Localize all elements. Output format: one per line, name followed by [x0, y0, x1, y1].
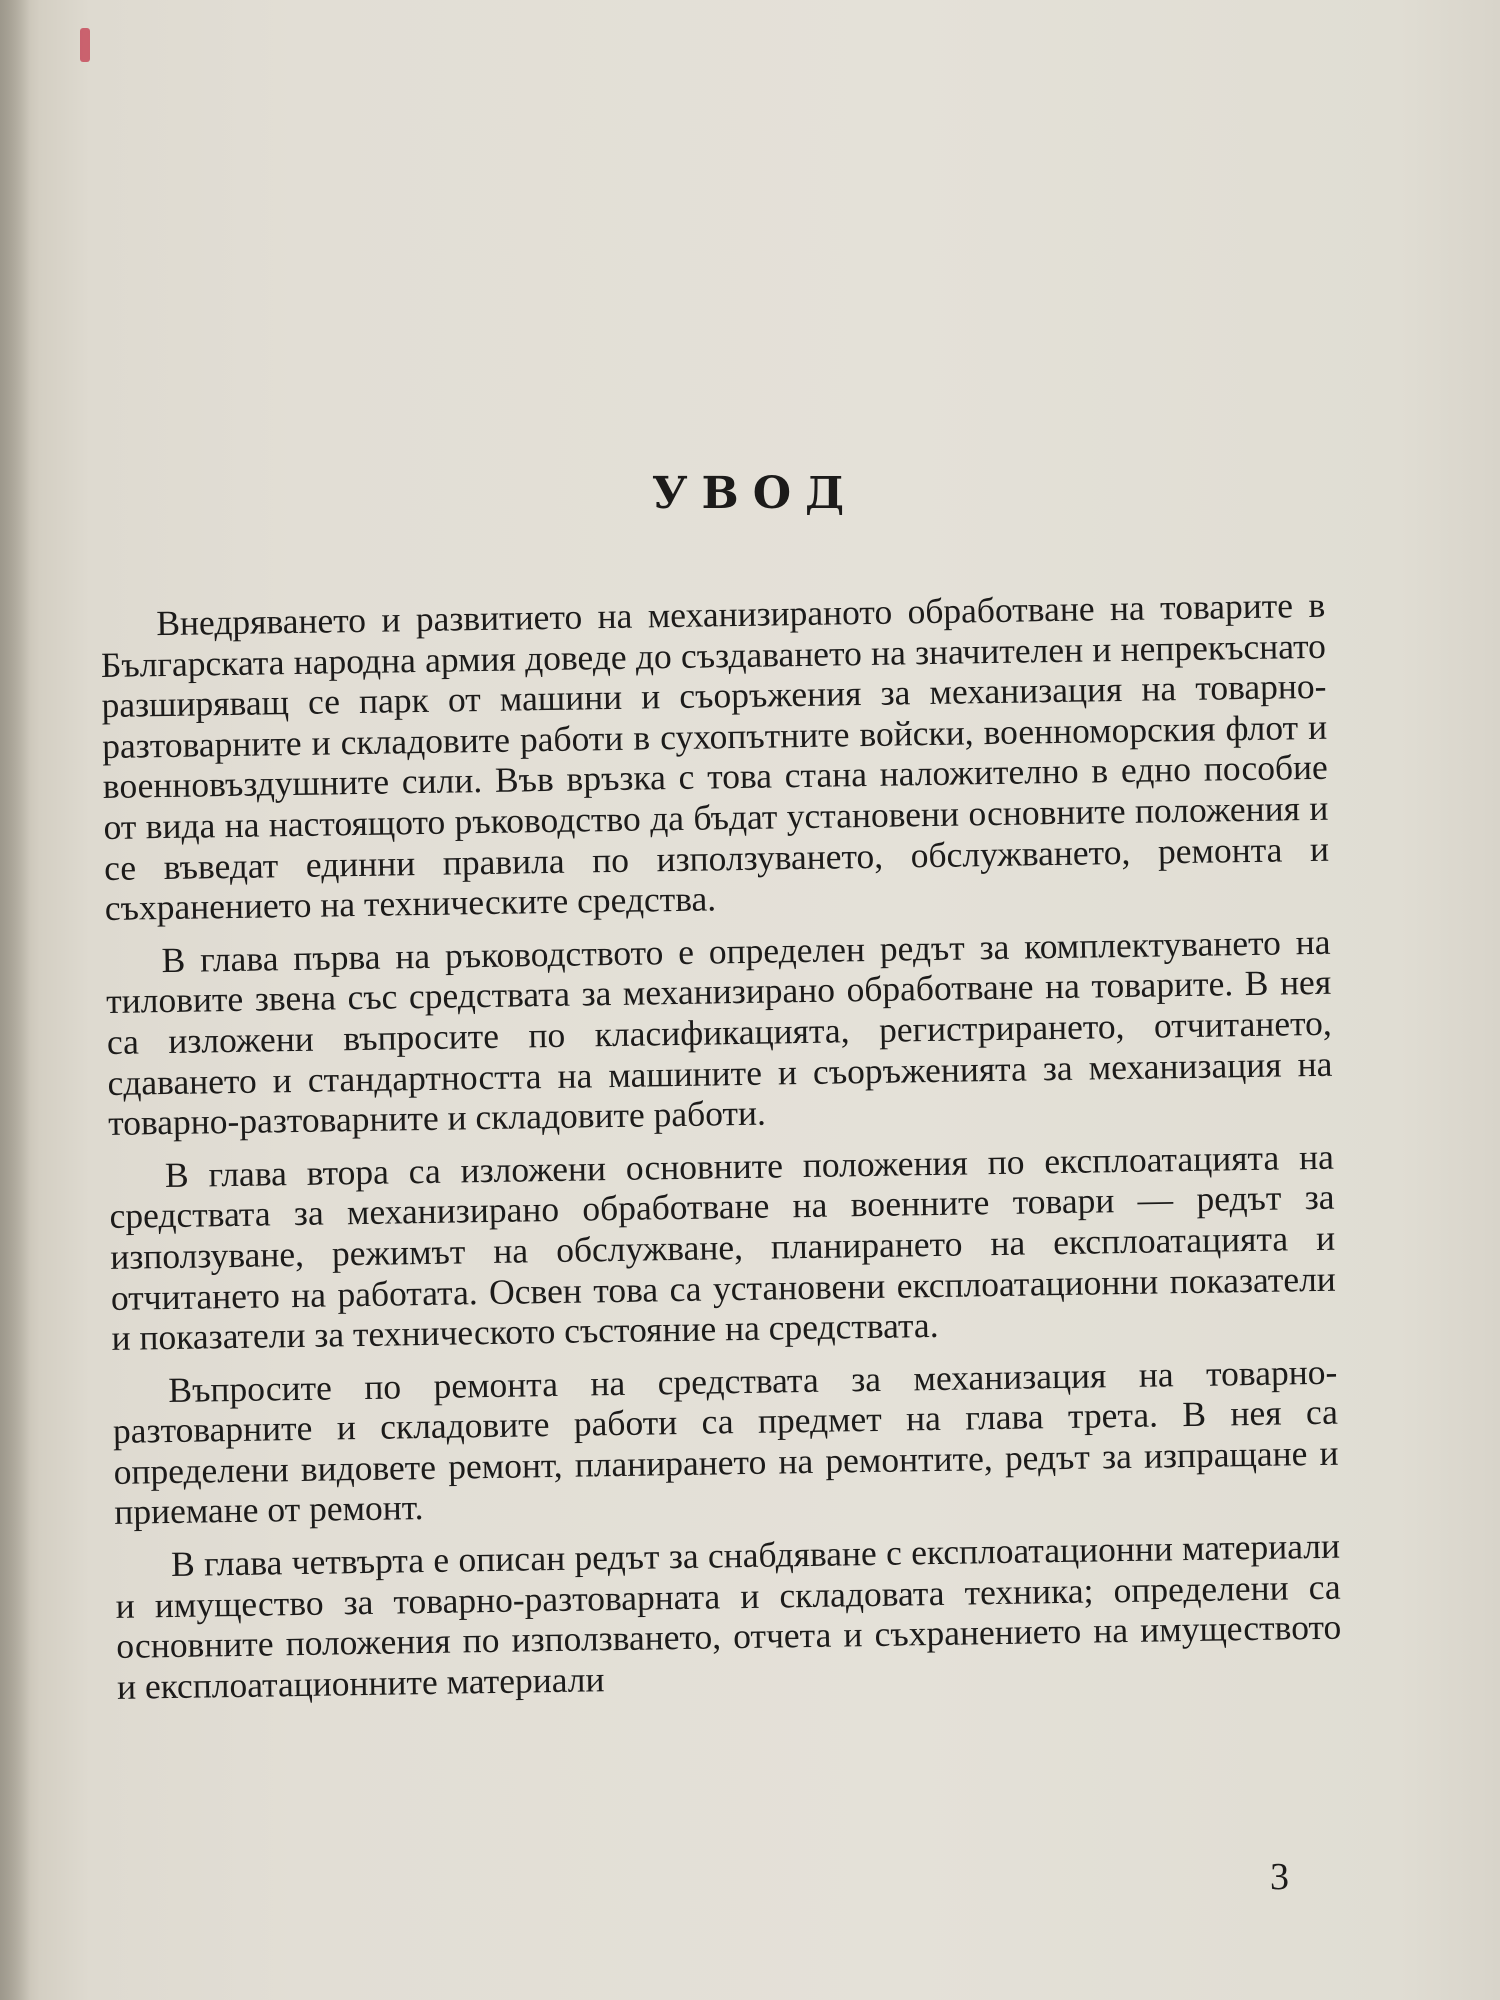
paragraph-4: Въпросите по ремонта на средствата за механизация на товарно-разтоварните и складовите работи са предмет на глава трета. В нея са определени видовете ремонт, планирането на ремонтите, редът за изпращане и приемане от ремонт.: [112, 1351, 1339, 1533]
page-number: 3: [1270, 1856, 1289, 1898]
paragraph-5: В глава четвърта е описан редът за снабдяване с експлоатационни материали и имущество за товарно-разтоварната и складовата техника; определени са основните положения по използването, отчета и съхранението на имуществото и експлоатационните материали: [115, 1525, 1342, 1707]
paragraph-1: Внедряването и развитието на механизираното обработване на товарите в Българската народна армия доведе до създаването на значителен и непрекъснато разширяващ се парк от машини и съоръжения за механизация на товарно-разтоварните и складовите работи в сухопътните войски, военноморския флот и военновъздушните сили. Във връзка с това стана наложително в едно пособие от вида на настоящото ръководство да бъдат установени основните положения и се въведат единни правила по използуването, обслужването, ремонта и съхранението на техническите средства.: [100, 584, 1330, 929]
page-gutter-shadow: [0, 0, 30, 2000]
paragraph-3: В глава втора са изложени основните положения по експлоатацията на средствата за механизирано обработване на военните товари — редът за използуване, режимът на обслужване, планирането на експлоатацията и отчитането на работата. Освен това са установени експлоатационни показатели и показатели за техническото състояние на средствата.: [109, 1136, 1337, 1359]
chapter-title: УВОД: [651, 468, 859, 519]
red-ink-mark: [80, 28, 90, 62]
body-text: [100, 585, 1342, 1720]
paragraph-2: В глава първа на ръководството е определен редът за комплектуването на тиловите звена със средствата за механизирано обработване на товарите. В нея са изложени въпросите по класификацията, регистрирането, отчитането, сдаването и стандартността на машините и съоръженията за механизация на товарно-разтоварните и складовите работи.: [105, 921, 1333, 1144]
